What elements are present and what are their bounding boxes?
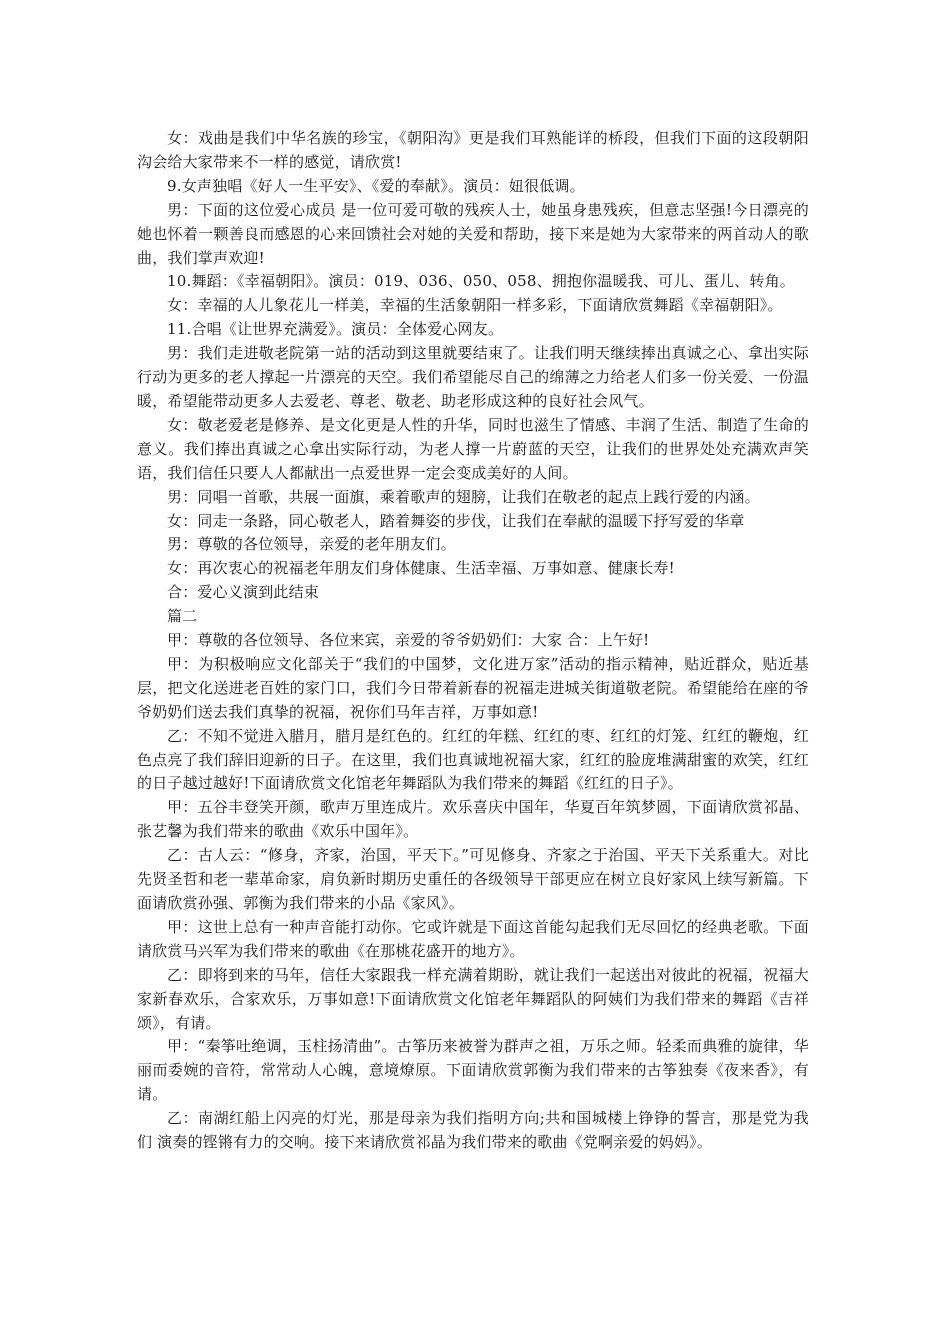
paragraph: 10.舞蹈：《幸福朝阳》。演员：019、036、050、058、拥抱你温暖我、可儿、蛋儿、转角。: [167, 272, 795, 291]
paragraph: 男：下面的这位爱心成员 是一位可爱可敬的残疾人士，她虽身患残疾，但意志坚强!今日漂亮的她也怀着一颗善良而感恩的心来回馈社会对她的关爱和帮助，接下来是她为大家带来的两首动人的歌曲，我们掌声欢迎!: [137, 200, 809, 267]
paragraph: 11.合唱《让世界充满爱》。演员：全体爱心网友。: [167, 320, 504, 339]
section-heading: 篇二: [167, 607, 198, 626]
paragraph: 女：再次衷心的祝福老年朋友们身体健康、生活幸福、万事如意、健康长寿!: [167, 559, 675, 578]
paragraph: 男：尊敬的各位领导，亲爱的老年朋友们。: [167, 535, 456, 554]
paragraph: 甲：这世上总有一种声音能打动你。它或许就是下面这首能勾起我们无尽回忆的经典老歌。下面请欣赏马兴军为我们带来的歌曲《在那桃花盛开的地方》。: [137, 917, 809, 960]
paragraph: 女：戏曲是我们中华名族的珍宝，《朝阳沟》更是我们耳熟能详的桥段，但我们下面的这段朝阳沟会给大家带来不一样的感觉，请欣赏!: [137, 129, 809, 171]
paragraph: 乙：即将到来的马年，信任大家跟我一样充满着期盼，就让我们一起送出对彼此的祝福，祝福大家新春欢乐，合家欢乐，万事如意!下面请欣赏文化馆老年舞蹈队的阿姨们为我们带来的舞蹈《吉祥颂》，有请。: [137, 965, 809, 1032]
paragraph: 乙：不知不觉进入腊月，腊月是红色的。红红的年糕、红红的枣、红红的灯笼、红红的鞭炮，红色点亮了我们辞旧迎新的日子。在这里，我们也真诚地祝福大家，红红的脸庞堆满甜蜜的欢笑，红红的日子越过越好!下面请欣赏文化馆老年舞蹈队为我们带来的舞蹈《红红的日子》。: [137, 726, 809, 793]
paragraph: 男：我们走进敬老院第一站的活动到这里就要结束了。让我们明天继续捧出真诚之心、拿出实际行动为更多的老人撑起一片漂亮的天空。我们希望能尽自己的绵薄之力给老人们多一份关爱、一份温暖，希望能带动更多人去爱老、尊老、敬老、助老形成这种的良好社会风气。: [137, 344, 809, 410]
paragraph: 女：同走一条路，同心敬老人，踏着舞姿的步伐，让我们在奉献的温暖下抒写爱的华章: [167, 511, 745, 530]
paragraph: 乙：古人云：“修身，齐家，治国，平天下。”可见修身、齐家之于治国、平天下关系重大。对比先贤圣哲和老一辈革命家，肩负新时期历史重任的各级领导干部更应在树立良好家风上续写新篇。下面请欣赏孙强、郭衡为我们带来的小品《家风》。: [137, 846, 809, 912]
paragraph: 女：幸福的人儿象花儿一样美，幸福的生活象朝阳一样多彩，下面请欣赏舞蹈《幸福朝阳》。: [167, 296, 783, 315]
paragraph: 9.女声独唱《好人一生平安》、《爱的奉献》。演员：妞很低调。: [167, 176, 585, 195]
paragraph: 乙：南湖红船上闪亮的灯光，那是母亲为我们指明方向;共和国城楼上铮铮的誓言，那是党为我们 演奏的铿锵有力的交响。接下来请欣赏祁晶为我们带来的歌曲《党啊亲爱的妈妈》。: [137, 1109, 809, 1152]
paragraph: 女：敬老爱老是修养、是文化更是人性的升华，同时也滋生了情感、丰润了生活、制造了生命的意义。我们捧出真诚之心拿出实际行动，为老人撑一片蔚蓝的天空，让我们的世界处处充满欢声笑语，我们信任只要人人都献出一点爱世界一定会变成美好的人间。: [137, 415, 809, 482]
paragraph: 甲：尊敬的各位领导、各位来宾，亲爱的爷爷奶奶们：大家 合：上午好!: [167, 631, 650, 650]
paragraph: 甲：“秦筝吐绝调，玉柱扬清曲”。古筝历来被誉为群声之祖，万乐之师。轻柔而典雅的旋律，华丽而委婉的音符，常常动人心魄，意境燎原。下面请欣赏郭衡为我们带来的古筝独奏《夜来香》，有请。: [137, 1037, 809, 1104]
paragraph: 男：同唱一首歌，共展一面旗，乘着歌声的翅膀，让我们在敬老的起点上践行爱的内涵。: [167, 487, 760, 506]
paragraph: 甲：为积极响应文化部关于“我们的中国梦，文化进万家”活动的指示精神，贴近群众，贴近基层，把文化送进老百姓的家门口，我们今日带着新春的祝福走进城关街道敬老院。希望能给在座的爷爷奶奶们送去我们真挚的祝福，祝你们马年吉祥，万事如意!: [137, 654, 809, 721]
document-body: [137, 127, 809, 1155]
paragraph: 合：爱心义演到此结束: [167, 583, 320, 602]
paragraph: 甲：五谷丰登笑开颜，歌声万里连成片。欢乐喜庆中国年，华夏百年筑梦圆，下面请欣赏祁晶、张艺馨为我们带来的歌曲《欢乐中国年》。: [137, 798, 809, 841]
